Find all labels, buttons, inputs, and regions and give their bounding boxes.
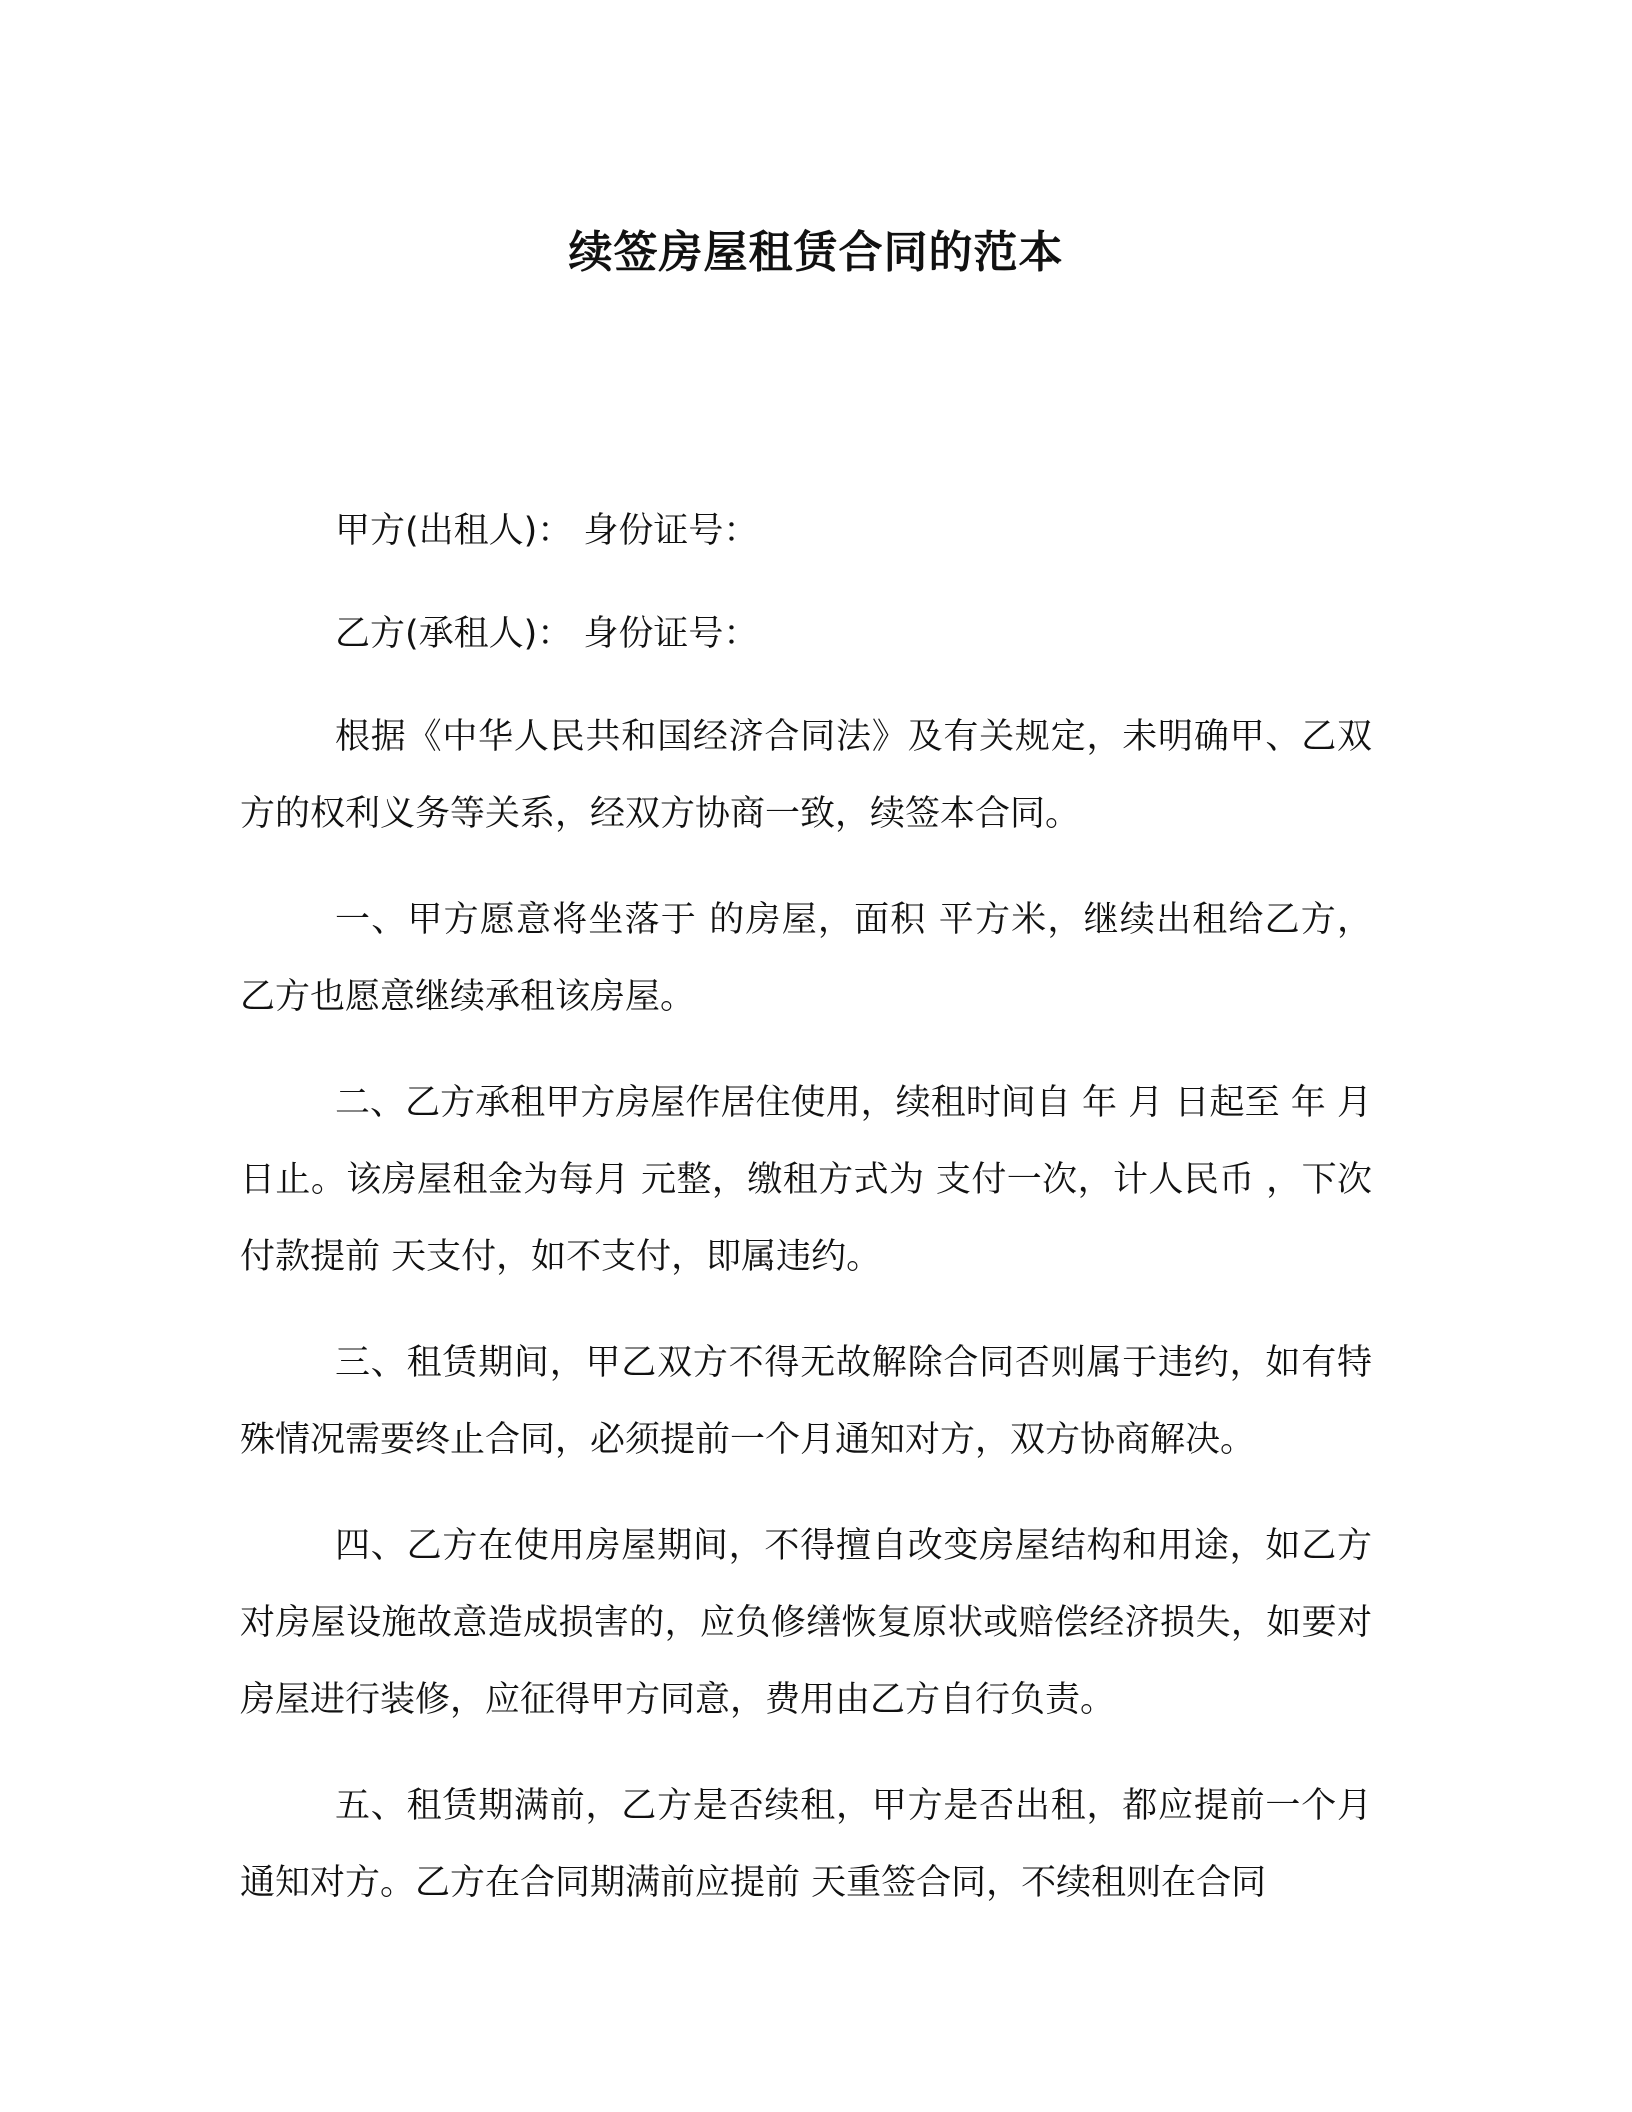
clause-1-paragraph: 一、甲方愿意将坐落于 的房屋，面积 平方米，继续出租给乙方，乙方也愿意继续承租该房屋。 xyxy=(240,900,1372,1017)
party-a-line: 甲方(出租人)： 身份证号： xyxy=(335,511,759,551)
document-title: 续签房屋租赁合同的范本 xyxy=(568,227,1064,278)
document-body xyxy=(240,493,1372,1951)
clause-2-paragraph: 二、乙方承租甲方房屋作居住使用，续租时间自 年 月 日起至 年 月 日止。该房屋租金为每月 元整，缴租方式为 支付一次，计人民币 ，下次付款提前 天支付，如不支付，即属违约。 xyxy=(240,1083,1372,1277)
clause-5-paragraph: 五、租赁期满前，乙方是否续租，甲方是否出租，都应提前一个月通知对方。乙方在合同期满前应提前 天重签合同，不续租则在合同 xyxy=(240,1786,1372,1903)
preamble-paragraph: 根据《中华人民共和国经济合同法》及有关规定，未明确甲、乙双方的权利义务等关系，经双方协商一致，续签本合同。 xyxy=(240,717,1372,834)
clause-4-paragraph: 四、乙方在使用房屋期间，不得擅自改变房屋结构和用途，如乙方对房屋设施故意造成损害的，应负修缮恢复原状或赔偿经济损失，如要对房屋进行装修，应征得甲方同意，费用由乙方自行负责。 xyxy=(240,1526,1372,1720)
clause-3-paragraph: 三、租赁期间，甲乙双方不得无故解除合同否则属于违约，如有特殊情况需要终止合同，必须提前一个月通知对方，双方协商解决。 xyxy=(240,1343,1372,1460)
party-b-line: 乙方(承租人)： 身份证号： xyxy=(335,614,759,654)
